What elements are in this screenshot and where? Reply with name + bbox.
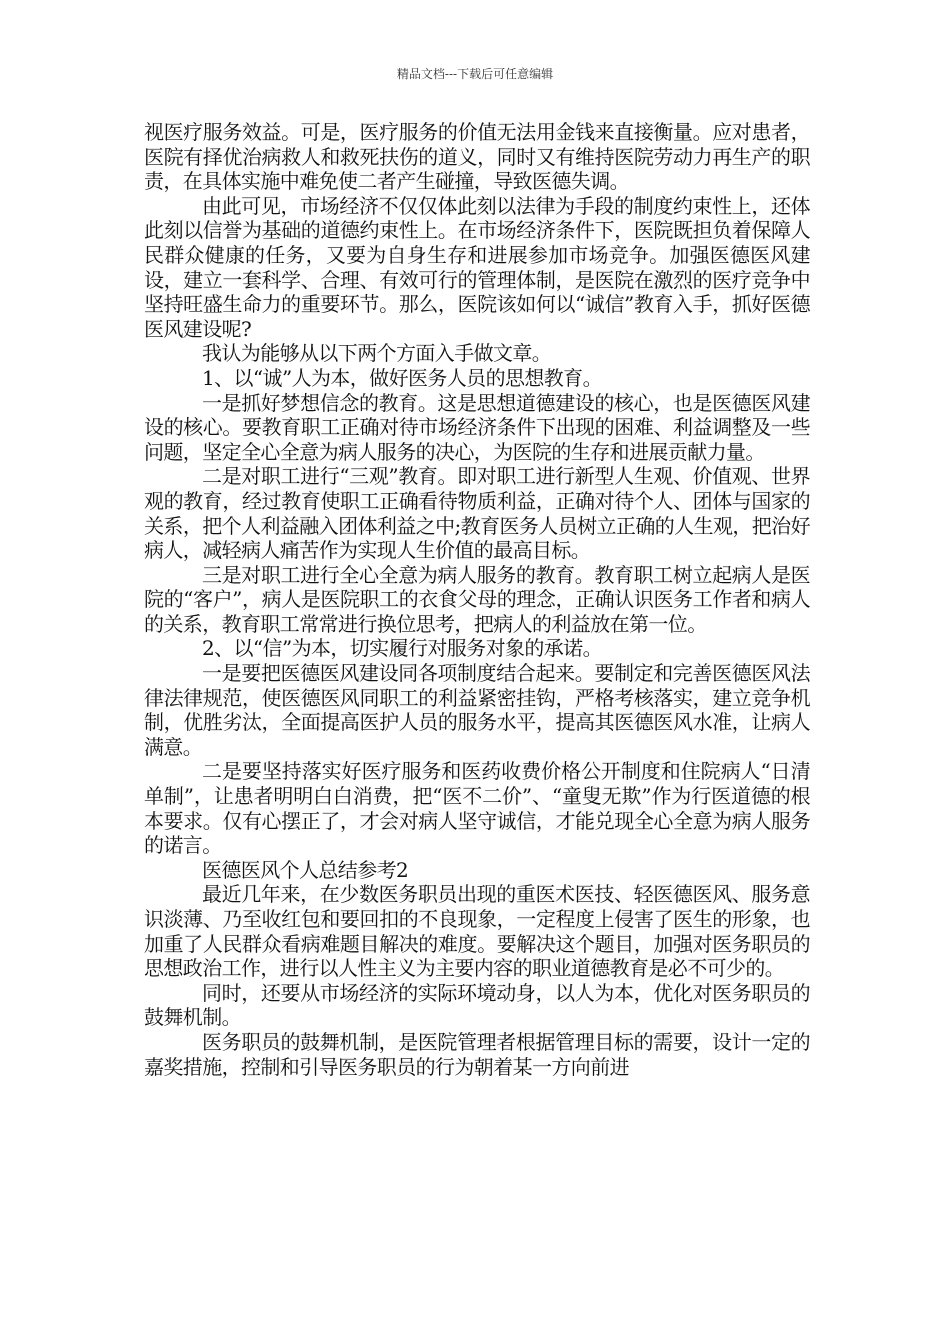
paragraph: 最近几年来，在少数医务职员出现的重医术医技、轻医德医风、服务意识淡薄、乃至收红包和要回扣的不良现象，一定程度上侵害了医生的形象，也加重了人民群众看病难题目解决的难度。要解决这个题目，加强对医务职员的思想政治工作，进行以人性主义为主要内容的职业道德教育是必不可少的。 (144, 882, 810, 981)
paragraph: 医德医风个人总结参考2 (202, 857, 409, 882)
paragraph: 视医疗服务效益。可是，医疗服务的价值无法用金钱来直接衡量。应对患者，医院有择优治病救人和救死扶伤的道义，同时又有维持医院劳动力再生产的职责，在具体实施中难免使二者产生碰撞，导致医德失调。 (144, 120, 810, 194)
paragraph: 二是对职工进行“三观”教育。即对职工进行新型人生观、价值观、世界观的教育，经过教育使职工正确看待物质利益，正确对待个人、团体与国家的关系，把个人利益融入团体利益之中;教育医务人员树立正确的人生观，把治好病人，减轻病人痛苦作为实现人生价值的最高目标。 (144, 464, 810, 563)
paragraph: 医务职员的鼓舞机制，是医院管理者根据管理目标的需要，设计一定的嘉奖措施，控制和引导医务职员的行为朝着某一方向前进 (144, 1029, 810, 1079)
paragraph: 我认为能够从以下两个方面入手做文章。 (202, 341, 552, 366)
page-header: 精品文档---下载后可任意编辑 (396, 67, 554, 81)
paragraph: 2、以“信”为本，切实履行对服务对象的承诺。 (202, 636, 602, 661)
paragraph: 同时，还要从市场经济的实际环境动身，以人为本，优化对医务职员的鼓舞机制。 (144, 980, 810, 1030)
paragraph: 一是要把医德医风建设同各项制度结合起来。要制定和完善医德医风法律法律规范，使医德医风同职工的利益紧密挂钩，严格考核落实，建立竞争机制，优胜劣汰，全面提高医护人员的服务水平，提高其医德医风水准，让病人满意。 (144, 661, 810, 759)
paragraph: 由此可见，市场经济不仅仅体此刻以法律为手段的制度约束性上，还体此刻以信誉为基础的道德约束性上。在市场经济条件下，医院既担负着保障人民群众健康的任务，又要为自身生存和进展参加市场竞争。加强医德医风建设，建立一套科学、合理、有效可行的管理体制，是医院在激烈的医疗竞争中坚持旺盛生命力的重要环节。那么，医院该如何以“诚信”教育入手，抓好医德医风建设呢? (144, 193, 810, 341)
paragraph: 二是要坚持落实好医疗服务和医药收费价格公开制度和住院病人“日清单制”，让患者明明白白消费，把“医不二价”、“童叟无欺”作为行医道德的根本要求。仅有心摆正了，才会对病人坚守诚信，才能兑现全心全意为病人服务的诺言。 (144, 759, 810, 858)
paragraph: 三是对职工进行全心全意为病人服务的教育。教育职工树立起病人是医院的“客户”，病人是医院职工的衣食父母的理念，正确认识医务工作者和病人的关系，教育职工常常进行换位思考，把病人的利益放在第一位。 (144, 562, 810, 636)
document-body (144, 120, 810, 1079)
paragraph: 一是抓好梦想信念的教育。这是思想道德建设的核心，也是医德医风建设的核心。要教育职工正确对待市场经济条件下出现的困难、利益调整及一些问题，坚定全心全意为病人服务的决心，为医院的生存和进展贡献力量。 (144, 390, 810, 464)
paragraph: 1、以“诚”人为本，做好医务人员的思想教育。 (202, 365, 602, 390)
